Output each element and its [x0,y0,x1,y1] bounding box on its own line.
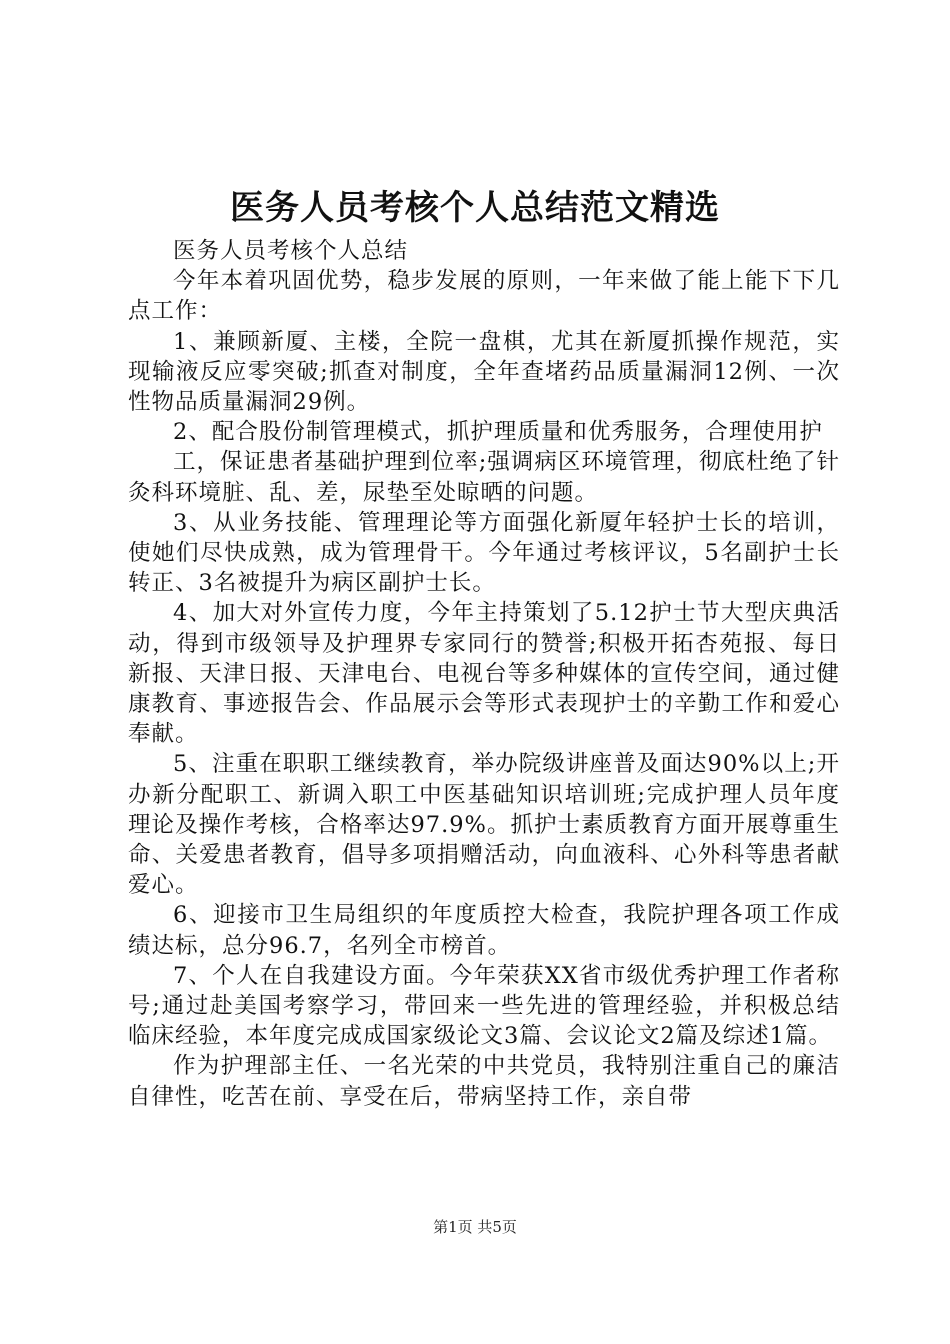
paragraph-item-2: 2、配合股份制管理模式，抓护理质量和优秀服务，合理使用护 [173,419,823,446]
paragraph-item-7: 7、个人在自我建设方面。今年荣获XX省市级优秀护理工作者称号;通过赴美国考察学习，带回来一些先进的管理经验，并积极总结临床经验，本年度完成成国家级论文3篇、会议论文2篇及综述1篇。 [128,962,840,1050]
paragraph-item-6: 6、迎接市卫生局组织的年度质控大检查，我院护理各项工作成绩达标，总分96.7，名列全市榜首。 [128,902,840,959]
paragraph-item-2-continued: 工，保证患者基础护理到位率;强调病区环境管理，彻底杜绝了针灸科环境脏、乱、差，尿垫至处晾晒的问题。 [128,449,840,506]
document-title: 医务人员考核个人总结范文精选 [230,188,720,228]
page-number-footer: 第1页 共5页 [433,1218,517,1236]
paragraph-intro: 今年本着巩固优势，稳步发展的原则，一年来做了能上能下下几点工作： [128,268,840,325]
paragraph-item-1: 1、兼顾新厦、主楼，全院一盘棋，尤其在新厦抓操作规范，实现输液反应零突破;抓查对制度，全年查堵药品质量漏洞12例、一次性物品质量漏洞29例。 [128,328,840,416]
paragraph-item-3: 3、从业务技能、管理理论等方面强化新厦年轻护士长的培训，使她们尽快成熟，成为管理骨干。今年通过考核评议，5名副护士长转正、3名被提升为病区副护士长。 [128,509,840,597]
document-subtitle: 医务人员考核个人总结 [173,238,409,264]
paragraph-closing: 作为护理部主任、一名光荣的中共党员，我特别注重自己的廉洁自律性，吃苦在前、享受在后，带病坚持工作，亲自带 [128,1053,840,1110]
paragraph-item-4: 4、加大对外宣传力度，今年主持策划了5.12护士节大型庆典活动，得到市级领导及护理界专家同行的赞誉;积极开拓杏苑报、每日新报、天津日报、天津电台、电视台等多种媒体的宣传空间，通过健康教育、事迹报告会、作品展示会等形式表现护士的辛勤工作和爱心奉献。 [128,600,840,748]
paragraph-item-5: 5、注重在职职工继续教育，举办院级讲座普及面达90%以上;开办新分配职工、新调入职工中医基础知识培训班;完成护理人员年度理论及操作考核，合格率达97.9%。抓护士素质教育方面开展尊重生命、关爱患者教育，倡导多项捐赠活动，向血液科、心外科等患者献爱心。 [128,751,840,899]
document-body [128,236,840,1112]
